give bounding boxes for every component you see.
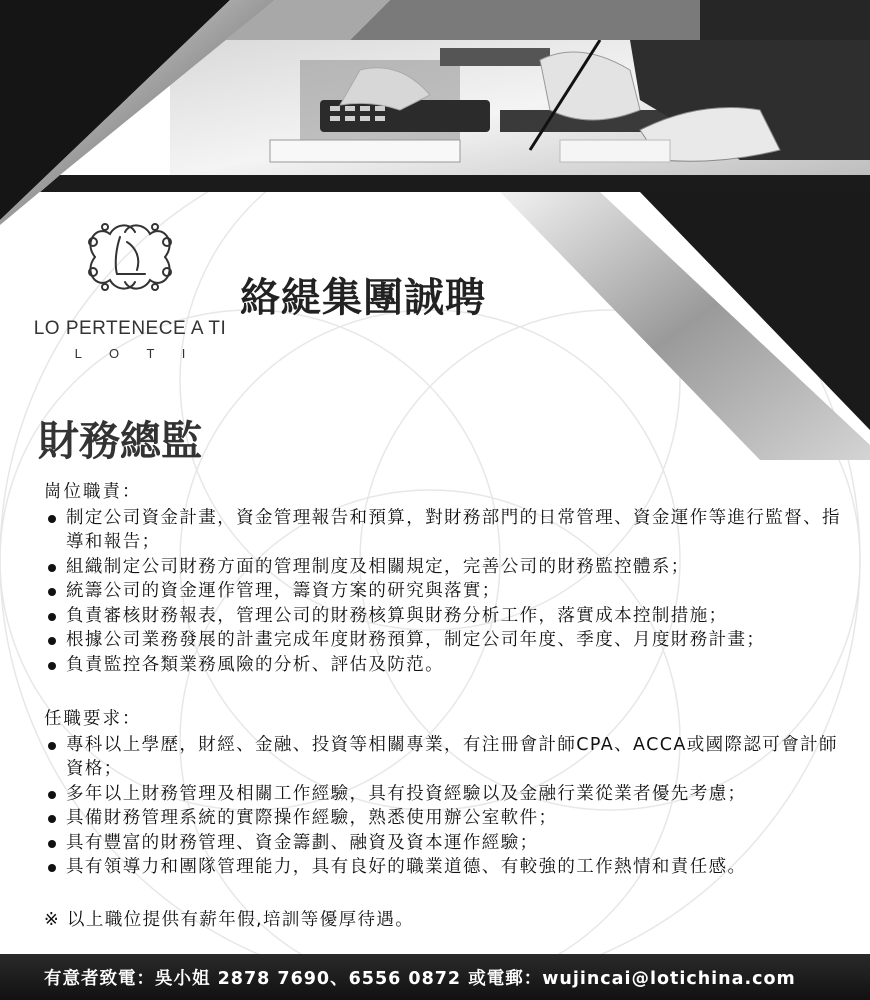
- logo-sub-text: L O T I: [74, 346, 198, 361]
- duty-item: 統籌公司的資金運作管理，籌資方案的研究與落實；: [44, 579, 854, 604]
- requirement-item: 專科以上學歷，財經、金融、投資等相關專業，有注冊會計師CPA、ACCA或國際認可會計師資格；: [44, 733, 854, 782]
- requirement-item: 具有豐富的財務管理、資金籌劃、融資及資本運作經驗；: [44, 831, 854, 856]
- duty-item: 負責審核財務報表，管理公司的財務核算與財務分析工作，落實成本控制措施；: [44, 604, 854, 629]
- duties-section: [44, 480, 854, 677]
- requirement-item: 具備財務管理系統的實際操作經驗，熟悉使用辦公室軟件；: [44, 806, 854, 831]
- duty-item: 制定公司資金計畫，資金管理報告和預算，對財務部門的日常管理、資金運作等進行監督、指導和報告；: [44, 506, 854, 555]
- duty-item: 根據公司業務發展的計畫完成年度財務預算，制定公司年度、季度、月度財務計畫；: [44, 628, 854, 653]
- loti-emblem-icon: [75, 212, 185, 302]
- requirements-section: [44, 707, 854, 880]
- duty-item: 組織制定公司財務方面的管理制度及相關規定，完善公司的財務監控體系；: [44, 555, 854, 580]
- benefits-note: ※ 以上職位提供有薪年假,培訓等優厚待遇。: [44, 910, 415, 930]
- office-photo: [170, 40, 870, 176]
- requirements-heading: 任職要求：: [44, 709, 142, 729]
- recruitment-headline: 絡緹集團誠聘: [240, 275, 486, 321]
- duties-heading: 崗位職責：: [44, 482, 142, 502]
- job-title: 財務總監: [38, 417, 202, 465]
- contact-info: 有意者致電：吳小姐 2878 7690、6556 0872 或電郵：wujincai@lotichina.com: [44, 969, 796, 989]
- duty-item: 負責監控各類業務風險的分析、評估及防范。: [44, 653, 854, 678]
- requirement-item: 具有領導力和團隊管理能力，具有良好的職業道德、有較強的工作熱情和責任感。: [44, 855, 854, 880]
- contact-footer: [0, 954, 870, 1000]
- company-logo: [30, 212, 230, 361]
- requirement-item: 多年以上財務管理及相關工作經驗，具有投資經驗以及金融行業從業者優先考慮；: [44, 782, 854, 807]
- logo-brand-text: LO PERTENECE A TI: [33, 318, 227, 339]
